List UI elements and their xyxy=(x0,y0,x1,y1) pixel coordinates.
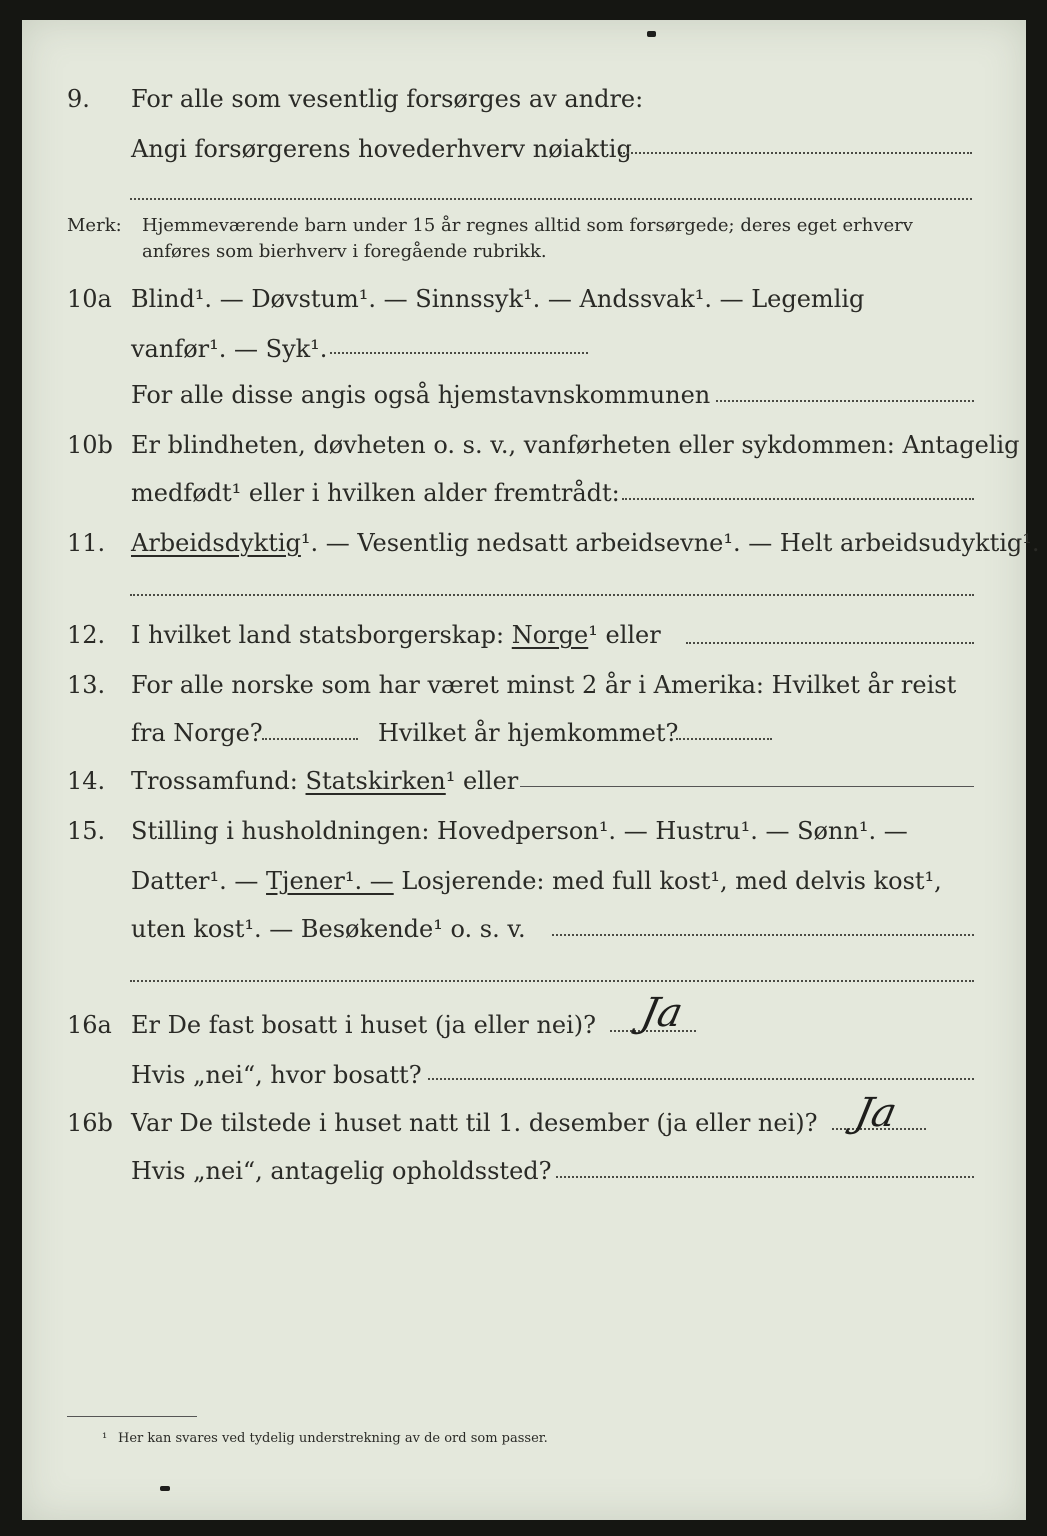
q16b-number: 16b xyxy=(67,1109,113,1137)
q16a-residence-field[interactable] xyxy=(428,1078,974,1080)
q15-answer-field[interactable] xyxy=(552,934,974,936)
q14-selected-option[interactable]: Statskirken xyxy=(305,767,446,795)
q14-question: Trossamfund: xyxy=(131,767,298,795)
punch-mark-bottom xyxy=(160,1486,170,1491)
q9-answer-field[interactable] xyxy=(620,152,972,154)
q16a-residence-label: Hvis „nei“, hvor bosatt? xyxy=(131,1061,422,1089)
q9-provider-label: Angi forsørgerens hovederhverv nøiaktig xyxy=(131,135,632,163)
q10a-home-municipality-label: For alle disse angis også hjemstavnskommunen xyxy=(131,381,711,409)
q11-options xyxy=(131,528,1040,558)
q9-answer-field-2[interactable] xyxy=(130,198,972,200)
q11-selected-option[interactable]: Arbeidsdyktig xyxy=(131,529,301,557)
q12-question: I hvilket land statsborgerskap: xyxy=(131,621,505,649)
q15-answer-field-2[interactable] xyxy=(130,980,974,982)
q12-number: 12. xyxy=(67,621,106,649)
q11-answer-field[interactable] xyxy=(130,594,974,596)
q10a-home-municipality-field[interactable] xyxy=(716,400,974,402)
q9-number: 9. xyxy=(67,85,90,113)
q15-text-3: uten kost¹. — Besøkende¹ o. s. v. xyxy=(131,915,526,943)
q15-option-losjerende: Losjerende: med full kost¹, med delvis kost¹, xyxy=(401,867,942,895)
q10b-number: 10b xyxy=(67,431,113,459)
q16b-whereabouts-field[interactable] xyxy=(556,1176,974,1178)
q9-text: For alle som vesentlig forsørges av andre: xyxy=(131,85,644,113)
footnote-text: Her kan svares ved tydelig understrekning av de ord som passer. xyxy=(118,1431,548,1446)
q14-text xyxy=(131,766,518,796)
q16a-handwritten-answer[interactable]: Ja xyxy=(637,990,687,1036)
q10a-options: Blind¹. — Døvstum¹. — Sinnssyk¹. — Andssvak¹. — Legemlig xyxy=(131,285,865,313)
q15-number: 15. xyxy=(67,817,106,845)
q11-number: 11. xyxy=(67,529,106,557)
note-text-2: anføres som bierhverv i foregående rubrikk. xyxy=(142,241,547,262)
q16b-question: Var De tilstede i huset natt til 1. desember (ja eller nei)? xyxy=(131,1109,818,1137)
q10b-text: Er blindheten, døvheten o. s. v., vanførheten eller sykdommen: Antagelig xyxy=(131,431,1020,459)
q13-departure-field[interactable] xyxy=(262,738,358,740)
q15-option-datter: Datter¹. — xyxy=(131,867,259,895)
q12-text xyxy=(131,620,661,650)
q14-number: 14. xyxy=(67,767,106,795)
q16a-number: 16a xyxy=(67,1011,112,1039)
q15-text: Stilling i husholdningen: Hovedperson¹. — Hustru¹. — Sønn¹. — xyxy=(131,817,908,845)
note-label: Merk: xyxy=(67,215,122,236)
q13-number: 13. xyxy=(67,671,106,699)
q12-selected-option[interactable]: Norge xyxy=(511,621,589,649)
punch-mark xyxy=(647,31,656,37)
q16b-handwritten-answer[interactable]: Ja xyxy=(851,1090,901,1136)
q15-text-2 xyxy=(131,866,942,896)
footnote-rule xyxy=(67,1416,197,1417)
q11-other-options: ¹. — Vesentlig nedsatt arbeidsevne¹. — Helt arbeidsudyktig¹. xyxy=(300,529,1040,557)
q13-departure-label: fra Norge? xyxy=(131,719,263,747)
q10a-number: 10a xyxy=(67,285,112,313)
footnote-mark: ¹ xyxy=(102,1431,108,1446)
census-form-page xyxy=(22,20,1040,1520)
q14-answer-field[interactable] xyxy=(520,786,974,787)
q14-other: ¹ eller xyxy=(445,767,519,795)
q13-return-field[interactable] xyxy=(676,738,772,740)
q16b-whereabouts-label: Hvis „nei“, antagelig opholdssted? xyxy=(131,1157,552,1185)
q10a-answer-field[interactable] xyxy=(330,352,588,354)
q13-return-label: Hvilket år hjemkommet? xyxy=(378,719,679,747)
note-text: Hjemmeværende barn under 15 år regnes alltid som forsørgede; deres eget erhverv xyxy=(142,215,913,236)
q13-text: For alle norske som har været minst 2 år i Amerika: Hvilket år reist xyxy=(131,671,957,699)
q16a-question: Er De fast bosatt i huset (ja eller nei)? xyxy=(131,1011,597,1039)
q10b-answer-field[interactable] xyxy=(622,498,974,500)
q10a-options-2: vanfør¹. — Syk¹. xyxy=(131,335,328,363)
q12-answer-field[interactable] xyxy=(686,642,974,644)
q12-other: ¹ eller xyxy=(588,621,661,649)
q10b-text-2: medfødt¹ eller i hvilken alder fremtrådt: xyxy=(131,479,620,507)
q15-selected-option[interactable]: Tjener¹. — xyxy=(266,867,394,895)
